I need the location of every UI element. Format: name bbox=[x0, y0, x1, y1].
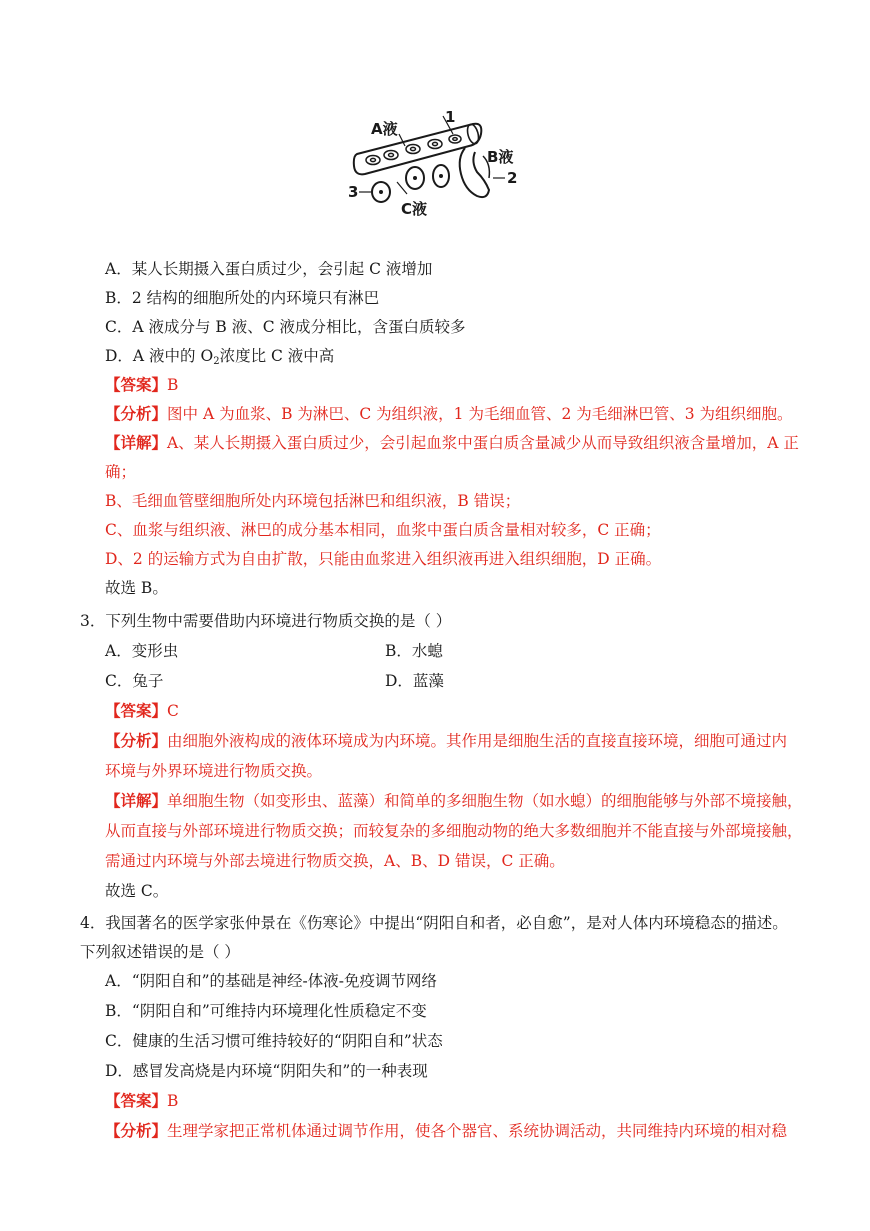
analysis-text: 由细胞外液构成的液体环境成为内环境。其作用是细胞生活的直接直接环境，细胞可通过内 bbox=[167, 732, 788, 750]
analysis-tag: 【分析】 bbox=[105, 1121, 168, 1140]
q4-analysis-line-1 bbox=[105, 1120, 787, 1142]
analysis-text: 生理学家把正常机体通过调节作用，使各个器官、系统协调活动，共同维持内环境的相对稳 bbox=[167, 1122, 788, 1140]
q4-stem-line-2: 下列叙述错误的是（ ） bbox=[80, 943, 240, 961]
detail-tag: 【详解】 bbox=[105, 433, 168, 452]
q2-detail-line-3: C、血浆与组织液、淋巴的成分基本相同，血浆中蛋白质含量相对较多，C 正确； bbox=[105, 521, 661, 539]
q4-answer bbox=[105, 1090, 178, 1112]
q2-analysis bbox=[105, 403, 793, 425]
q4-option-c: C．健康的生活习惯可维持较好的“阴阳自和”状态 bbox=[105, 1032, 443, 1050]
q4-stem-line-1: 4．我国著名的医学家张仲景在《伤寒论》中提出“阴阳自和者，必自愈”，是对人体内环境稳态的描述。 bbox=[80, 914, 788, 932]
q3-answer bbox=[105, 700, 179, 722]
q2-option-d-pre: D．A 液中的 O bbox=[105, 347, 214, 365]
label-a-liquid: A液 bbox=[371, 120, 398, 138]
analysis-tag: 【分析】 bbox=[105, 404, 168, 423]
analysis-text: 图中 A 为血浆、B 为淋巴、C 为组织液，1 为毛细血管、2 为毛细淋巴管、3 为组织细胞。 bbox=[167, 405, 793, 423]
capillary-diagram-svg bbox=[345, 104, 525, 220]
label-c-liquid: C液 bbox=[401, 200, 428, 218]
q3-detail-line-3: 需通过内环境与外部去境进行物质交换，A、B、D 错误，C 正确。 bbox=[105, 852, 565, 870]
analysis-tag: 【分析】 bbox=[105, 731, 168, 750]
detail-text: 单细胞生物（如变形虫、蓝藻）和简单的多细胞生物（如水螅）的细胞能够与外部不境接触， bbox=[167, 792, 803, 810]
answer-tag: 【答案】 bbox=[105, 1091, 168, 1110]
q2-conclusion: 故选 B。 bbox=[105, 579, 168, 597]
answer-value: C bbox=[167, 702, 179, 720]
q3-detail-line-2: 从而直接与外部环境进行物质交换；而较复杂的多细胞动物的绝大多数细胞并不能直接与外部境接触， bbox=[105, 822, 803, 840]
q2-answer bbox=[105, 374, 178, 396]
q2-detail-line-1b: 确； bbox=[105, 463, 137, 481]
q3-option-c: C．兔子 bbox=[105, 672, 164, 690]
q3-stem: 3．下列生物中需要借助内环境进行物质交换的是（ ） bbox=[80, 612, 452, 630]
q3-option-d: D．蓝藻 bbox=[385, 672, 444, 690]
detail-text: A、某人长期摄入蛋白质过少，会引起血浆中蛋白质含量减少从而导致组织液含量增加，A 正 bbox=[167, 434, 799, 452]
detail-tag: 【详解】 bbox=[105, 791, 168, 810]
q3-analysis-line-1 bbox=[105, 730, 787, 752]
q2-option-b: B．2 结构的细胞所处的内环境只有淋巴 bbox=[105, 289, 380, 307]
answer-value: B bbox=[167, 376, 179, 394]
q3-option-a: A．变形虫 bbox=[105, 642, 179, 660]
q3-option-b: B．水螅 bbox=[385, 642, 443, 660]
q2-detail-line-1 bbox=[105, 432, 799, 454]
q4-option-b: B．“阴阳自和”可维持内环境理化性质稳定不变 bbox=[105, 1002, 427, 1020]
tissue-diagram bbox=[345, 104, 525, 220]
q4-option-d: D．感冒发高烧是内环境“阴阳失和”的一种表现 bbox=[105, 1062, 428, 1080]
q3-analysis-line-2: 环境与外界环境进行物质交换。 bbox=[105, 762, 323, 780]
q3-conclusion: 故选 C。 bbox=[105, 882, 169, 900]
answer-tag: 【答案】 bbox=[105, 701, 168, 720]
q2-option-c: C．A 液成分与 B 液、C 液成分相比，含蛋白质较多 bbox=[105, 318, 466, 336]
answer-tag: 【答案】 bbox=[105, 375, 168, 394]
q4-option-a: A．“阴阳自和”的基础是神经-体液-免疫调节网络 bbox=[105, 972, 438, 990]
label-num-1: 1 bbox=[445, 108, 456, 126]
q3-detail-line-1 bbox=[105, 790, 803, 812]
answer-value: B bbox=[167, 1092, 179, 1110]
label-num-2: 2 bbox=[507, 169, 518, 187]
label-b-liquid: B液 bbox=[487, 148, 514, 166]
q2-option-d bbox=[105, 345, 334, 373]
q2-detail-line-2: B、毛细血管壁细胞所处内环境包括淋巴和组织液，B 错误； bbox=[105, 492, 521, 510]
q2-option-d-subscript: 2 bbox=[213, 356, 220, 367]
q2-option-a: A．某人长期摄入蛋白质过少，会引起 C 液增加 bbox=[105, 260, 433, 278]
q2-detail-line-4: D、2 的运输方式为自由扩散，只能由血浆进入组织液再进入组织细胞，D 正确。 bbox=[105, 550, 662, 568]
label-num-3: 3 bbox=[348, 183, 359, 201]
q2-option-d-post: 浓度比 C 液中高 bbox=[219, 347, 335, 365]
